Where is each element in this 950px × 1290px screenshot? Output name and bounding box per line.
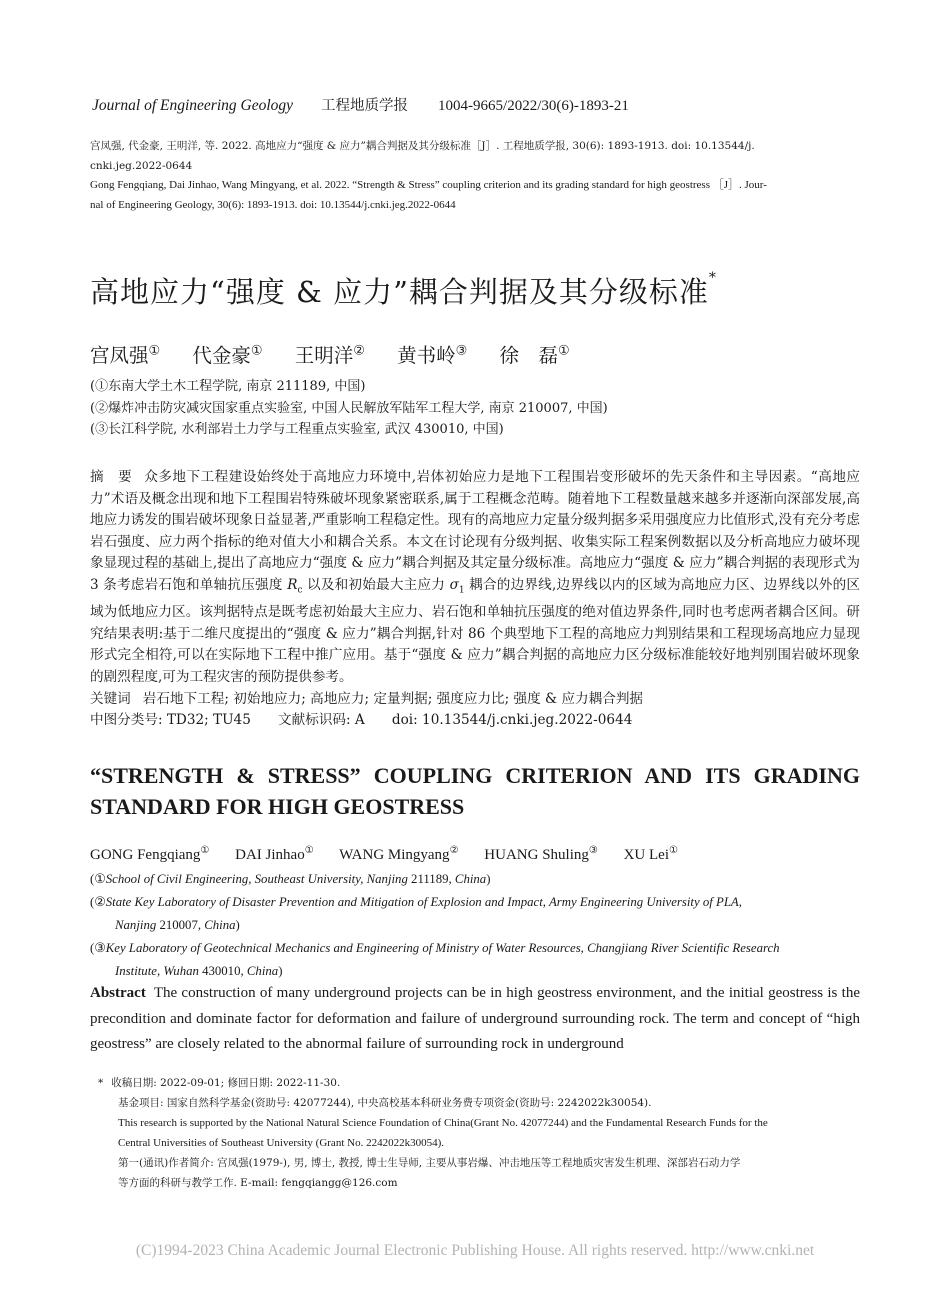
author-cn: 代金豪① xyxy=(192,343,263,367)
abstract-en-body: Abstract The construction of many underground projects can be in high geostress environment, and the initial geostress is the precondition and dominate factor for deformation and failure of underground surrounding rock. The term and concept of “high geostress” are closely related to the abnormal failure of surrounding rock in underground xyxy=(90,985,860,1052)
citation-en-line-2: nal of Engineering Geology, 30(6): 1893-1913. doi: 10.13544/j.cnki.jeg.2022-0644 xyxy=(90,198,456,211)
author-en: HUANG Shuling③ xyxy=(484,845,598,863)
author-cn: 王明洋② xyxy=(294,343,365,367)
copyright-watermark: (C)1994-2023 China Academic Journal Electronic Publishing House. All rights reserved. http://www.cnki.net xyxy=(135,1242,815,1259)
citation-block xyxy=(90,137,860,215)
author-en: DAI Jinhao① xyxy=(235,845,314,863)
title-en-line-2: STANDARD FOR HIGH GEOSTRESS xyxy=(90,794,465,819)
affiliation-en-3-cont: Institute, Wuhan 430010, China) xyxy=(115,964,283,978)
footnotes xyxy=(98,1073,863,1193)
affiliation-en-2: (②State Key Laboratory of Disaster Prevention and Mitigation of Explosion and Impact, Army Engineering University of PLA, xyxy=(90,895,742,909)
affiliation-en-2-cont: Nanjing 210007, China) xyxy=(115,918,240,932)
journal-name-cn: 工程地质学报 xyxy=(321,98,409,114)
author-cn: 宫凤强① xyxy=(90,343,161,367)
footnote-received: * 收稿日期: 2022-09-01; 修回日期: 2022-11-30. xyxy=(98,1077,341,1089)
title-en-line-1: “STRENGTH & STRESS” COUPLING CRITERION AND ITS GRADING xyxy=(90,763,860,788)
authors-cn xyxy=(90,340,790,368)
affiliation-en-3: (③Key Laboratory of Geotechnical Mechanics and Engineering of Ministry of Water Resources, Changjiang River Scientific Research xyxy=(90,941,780,955)
author-cn: 黄书岭③ xyxy=(397,343,468,367)
footnote-author-info-1: 第一(通讯)作者简介: 宫凤强(1979-), 男, 博士, 教授, 博士生导师, 主要从事岩爆、冲击地压等工程地质灾害发生机理、深部岩石动力学 xyxy=(118,1157,741,1169)
abstract-en xyxy=(90,981,860,1058)
page-title xyxy=(90,270,870,311)
affiliation-cn-2: (②爆炸冲击防灾减灾国家重点实验室, 中国人民解放军陆军工程大学, 南京 210007, 中国) xyxy=(90,400,608,416)
citation-cn-line-2: cnki.jeg.2022-0644 xyxy=(90,159,193,172)
affiliations-cn xyxy=(90,376,850,441)
footnote-author-info-2: 等方面的科研与教学工作. E-mail: fengqiangg@126.com xyxy=(118,1177,398,1189)
author-en: GONG Fengqiang① xyxy=(90,845,210,863)
title-en xyxy=(90,760,860,822)
author-en: WANG Mingyang② xyxy=(339,845,459,863)
affiliation-cn-3: (③长江科学院, 水利部岩土力学与工程重点实验室, 武汉 430010, 中国) xyxy=(90,422,504,437)
title-footnote-mark: * xyxy=(708,270,717,286)
abstract-cn xyxy=(90,467,860,732)
footnote-funding-en-1: This research is supported by the National Natural Science Foundation of China(Grant No. 42077244) and the Fundamental Research Funds for the xyxy=(118,1117,768,1129)
citation-cn-line-1: 宫凤强, 代金豪, 王明洋, 等. 2022. 高地应力“强度 & 应力”耦合判据及其分级标准［J］. 工程地质学报, 30(6): 1893-1913. doi: 10.13544/j. xyxy=(90,140,755,152)
keywords-label: 关键词 xyxy=(90,690,131,707)
authors-en xyxy=(90,845,860,864)
classification-line: 中图分类号: TD32; TU45 文献标识码: A doi: 10.13544/j.cnki.jeg.2022-0644 xyxy=(90,712,633,729)
footnote-funding-en-2: Central Universities of Southeast University (Grant No. 2242022k30054). xyxy=(118,1137,444,1149)
issn-pages: 1004-9665/2022/30(6)-1893-21 xyxy=(438,98,629,114)
keywords-cn: 关键词 岩石地下工程; 初始地应力; 高地应力; 定量判据; 强度应力比; 强度 & 应力耦合判据 xyxy=(90,690,644,707)
author-en: XU Lei① xyxy=(623,845,678,863)
title-cn: 高地应力“强度 & 应力”耦合判据及其分级标准 xyxy=(90,275,709,309)
affiliations-en xyxy=(90,868,860,983)
abstract-cn-label: 摘 要 xyxy=(90,469,133,485)
citation-en-line-1: Gong Fengqiang, Dai Jinhao, Wang Mingyang, et al. 2022. “Strength & Stress” coupling criterion and its grading standard for high geostress ［J］. Jour- xyxy=(90,179,767,191)
affiliation-cn-1: (①东南大学土木工程学院, 南京 211189, 中国) xyxy=(90,379,366,394)
affiliation-en-1: (①School of Civil Engineering, Southeast University, Nanjing 211189, China) xyxy=(90,872,491,886)
running-header xyxy=(92,94,872,118)
abstract-en-label: Abstract xyxy=(90,985,146,1001)
author-cn: 徐 磊① xyxy=(499,343,570,367)
footnote-funding-cn: 基金项目: 国家自然科学基金(资助号: 42077244), 中央高校基本科研业务费专项资金(资助号: 2242022k30054). xyxy=(118,1097,652,1109)
journal-name-en: Journal of Engineering Geology xyxy=(92,97,294,114)
abstract-cn-body: 摘 要 众多地下工程建设始终处于高地应力环境中,岩体初始应力是地下工程围岩变形破坏的先天条件和主导因素。“高地应力”术语及概念出现和地下工程围岩特殊破坏现象紧密联系,属于工程概念范畴。随着地下工程数量越来越多并逐渐向深部发展,高地应力诱发的围岩破坏现象日益显著,严重影响工程稳定性。现有的高地应力定量分级判据多采用强度应力比值形式,没有充分考虑岩石强度、应力两个指标的绝对值大小和耦合关系。本文在讨论现有分级判据、收集实际工程案例数据以及分析高地应力破坏现象显现过程的基础上,提出了高地应力“强度 & 应力”耦合判据及其定量分级标准。高地应力“强度 & 应力”耦合判据的表现形式为 3 条考虑岩石饱和单轴抗压强度 $R_c$ 以及和初始最大主应力 $\sigma_1$ 耦合的边界线,边界线以内的区域为高地应力区、边界线以外的区域为低地应力区。该判据特点是既考虑初始最大主应力、岩石饱和单轴抗压强度的绝对值边界条件,同时也考虑两者耦合区间。研究结果表明:基于二维尺度提出的“强度 & 应力”耦合判据,针对 86 个典型地下工程的高地应力判别结果和工程现场高地应力显现形式完全相符,可以在实际地下工程中推广应用。基于“强度 & 应力”耦合判据的高地应力区分级标准能较好地判别围岩破坏现象的剧烈程度,可为工程灾害的预防提供参考。 xyxy=(90,469,861,686)
